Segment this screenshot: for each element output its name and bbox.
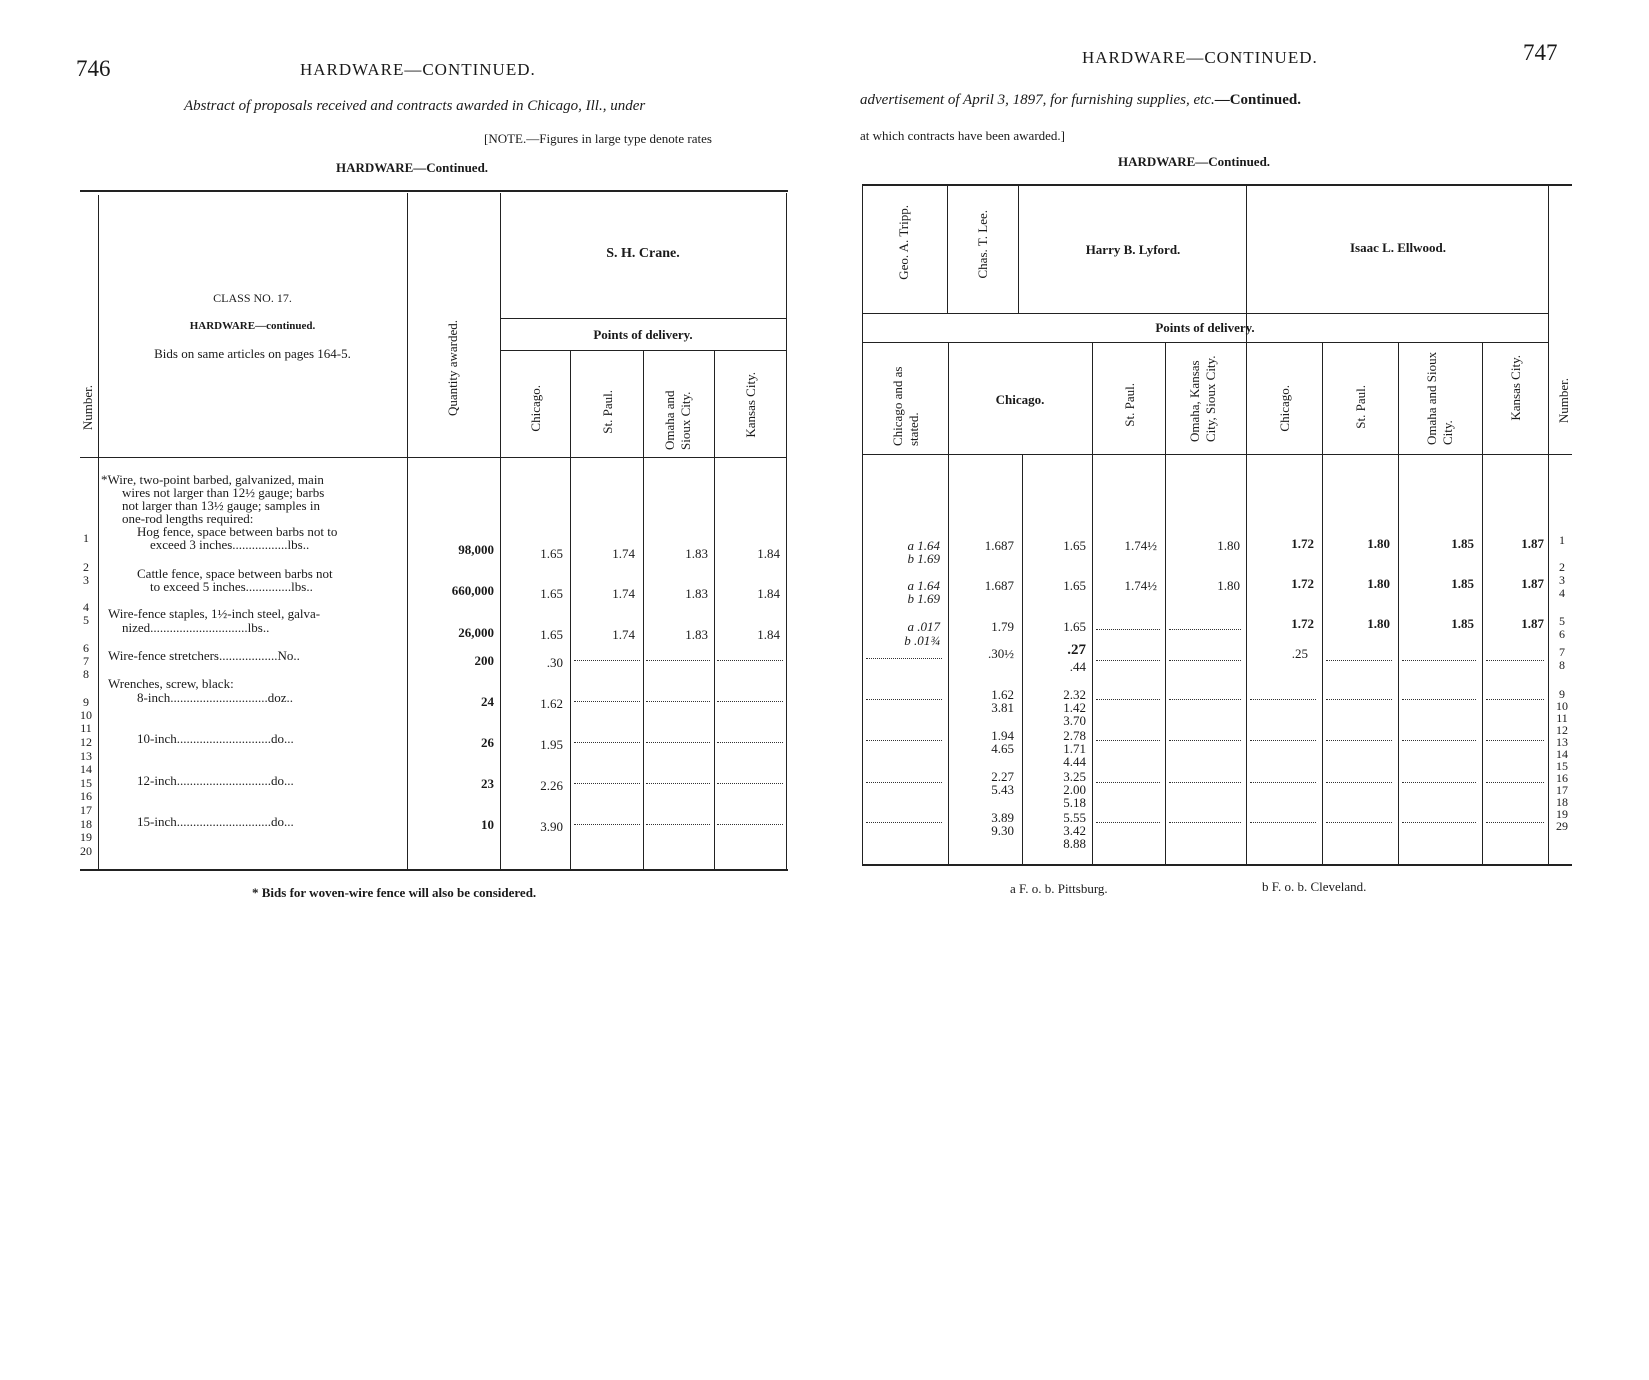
- empty-cell-leader: [1486, 660, 1544, 661]
- empty-cell-leader: [866, 740, 942, 741]
- row-number: 11: [80, 721, 92, 735]
- col-rule: [1322, 342, 1323, 864]
- empty-cell-leader: [866, 822, 942, 823]
- footnote-b: b F. o. b. Cleveland.: [1262, 879, 1367, 894]
- quantity: 26: [481, 735, 494, 750]
- empty-cell-leader: [1169, 740, 1241, 741]
- row-number: 17: [80, 803, 92, 817]
- empty-cell-leader: [574, 824, 640, 825]
- class-no: CLASS NO. 17.: [213, 291, 292, 305]
- bid-value: 1.85: [1451, 576, 1474, 591]
- col-number-header: Number.: [80, 385, 95, 431]
- row-number: 5: [83, 613, 89, 627]
- quantity: 660,000: [451, 583, 494, 598]
- empty-cell-leader: [1326, 699, 1392, 700]
- empty-cell-leader: [1486, 782, 1544, 783]
- empty-cell-leader: [717, 824, 783, 825]
- desc-line: Hog fence, space between barbs not to: [137, 524, 338, 539]
- col-header: St. Paul.: [1122, 383, 1137, 427]
- row-number: 4: [83, 600, 89, 614]
- empty-cell-leader: [1169, 699, 1241, 700]
- bid-value: 1.72: [1291, 616, 1314, 631]
- empty-cell-leader: [1486, 740, 1544, 741]
- row-number: 10: [80, 708, 92, 722]
- row-number: 3: [83, 573, 89, 587]
- bid-value: 1.80: [1217, 578, 1240, 593]
- col-quantity-header: Quantity awarded.: [445, 320, 460, 417]
- desc-line: 12-inch.............................do...: [137, 773, 294, 788]
- bid-value: 1.62: [991, 687, 1014, 702]
- bid-value: 1.71: [1063, 741, 1086, 756]
- quantity: 10: [481, 817, 494, 832]
- empty-cell-leader: [717, 701, 783, 702]
- bid-value: 3.70: [1063, 713, 1086, 728]
- table-top-rule: [862, 184, 1572, 186]
- desc-line: Cattle fence, space between barbs not: [137, 566, 333, 581]
- col-header: Omaha and Sioux City.: [1424, 351, 1455, 445]
- bid-value: 1.42: [1063, 700, 1086, 715]
- col-header: Omaha, Kansas City, Sioux City.: [1187, 355, 1218, 442]
- running-head: HARDWARE—CONTINUED.: [300, 60, 536, 79]
- row-number: 15: [1556, 759, 1568, 773]
- bid-value: 1.62: [540, 696, 563, 711]
- bid-value: 1.83: [685, 586, 708, 601]
- row-number: 5: [1559, 614, 1565, 628]
- bid-value: .44: [1069, 659, 1086, 674]
- empty-cell-leader: [1486, 822, 1544, 823]
- empty-cell-leader: [717, 742, 783, 743]
- row-number: 19: [1556, 807, 1568, 821]
- header-rule: [862, 342, 1548, 343]
- bid-value: 5.18: [1063, 795, 1086, 810]
- bid-value: 1.80: [1367, 616, 1390, 631]
- empty-cell-leader: [1169, 629, 1241, 630]
- empty-cell-leader: [866, 699, 942, 700]
- page-number: 747: [1523, 40, 1558, 65]
- desc-line: to exceed 5 inches..............lbs..: [150, 579, 313, 594]
- footnote-a: a F. o. b. Pittsburg.: [1010, 881, 1108, 896]
- bid-value: 1.65: [540, 546, 563, 561]
- empty-cell-leader: [1096, 822, 1160, 823]
- bid-value: 3.25: [1063, 769, 1086, 784]
- points-of-delivery: Points of delivery.: [1155, 320, 1255, 335]
- bid-value: 1.687: [984, 538, 1014, 553]
- col-rule: [786, 193, 787, 869]
- quantity: 98,000: [458, 542, 494, 557]
- bid-value: .30½: [988, 646, 1014, 661]
- row-number: 15: [80, 776, 92, 790]
- empty-cell-leader: [1169, 822, 1241, 823]
- bid-value: 1.80: [1217, 538, 1240, 553]
- empty-cell-leader: [1169, 660, 1241, 661]
- bid-value: 3.42: [1063, 823, 1086, 838]
- col-header: Chicago.: [528, 385, 543, 432]
- bid-value: 3.89: [991, 810, 1014, 825]
- bid-value: 1.87: [1521, 616, 1544, 631]
- empty-cell-leader: [866, 658, 942, 659]
- desc-line: one-rod lengths required:: [122, 511, 254, 526]
- empty-cell-leader: [717, 660, 783, 661]
- col-rule: [407, 193, 408, 869]
- col-rule: [1246, 184, 1247, 864]
- empty-cell-leader: [574, 742, 640, 743]
- bid-value: 1.83: [685, 627, 708, 642]
- row-number: 9: [83, 695, 89, 709]
- footnote: * Bids for woven-wire fence will also be considered.: [252, 885, 537, 900]
- note-line: [NOTE.—Figures in large type denote rates: [484, 131, 712, 146]
- desc-line: *Wire, two-point barbed, galvanized, main: [101, 472, 324, 487]
- bid-value: 1.84: [757, 586, 780, 601]
- empty-cell-leader: [646, 742, 710, 743]
- bid-value: 1.84: [757, 546, 780, 561]
- col-rule: [570, 350, 571, 869]
- desc-line: 10-inch.............................do...: [137, 731, 294, 746]
- row-number: 29: [1556, 819, 1568, 833]
- col-header: Chicago and as stated.: [890, 366, 921, 446]
- running-head: HARDWARE—CONTINUED.: [1082, 48, 1318, 67]
- row-number: 10: [1556, 699, 1568, 713]
- bid-value: .27: [1067, 642, 1086, 658]
- row-number: 7: [83, 654, 89, 668]
- class-bids: Bids on same articles on pages 164-5.: [154, 346, 351, 361]
- empty-cell-leader: [1250, 782, 1316, 783]
- bid-value: b .01¾: [904, 633, 940, 648]
- col-rule: [643, 350, 644, 869]
- col-rule: [500, 193, 501, 869]
- row-number: 2: [1559, 560, 1565, 574]
- quantity: 200: [474, 653, 494, 668]
- header-rule: [500, 318, 786, 319]
- row-number: 20: [80, 844, 92, 858]
- bid-value: 2.00: [1063, 782, 1086, 797]
- bid-value: 5.43: [991, 782, 1014, 797]
- empty-cell-leader: [1169, 782, 1241, 783]
- desc-line: exceed 3 inches.................lbs..: [150, 537, 310, 552]
- row-number: 11: [1556, 711, 1568, 725]
- bid-value: 5.55: [1063, 810, 1086, 825]
- bidder-lee: Chas. T. Lee.: [975, 210, 990, 279]
- desc-line: wires not larger than 12½ gauge; barbs: [122, 485, 325, 500]
- col-header: Kansas City.: [1508, 355, 1523, 421]
- col-rule: [947, 184, 948, 314]
- bid-value: 1.87: [1521, 576, 1544, 591]
- quantity: 24: [481, 694, 494, 709]
- row-number: 8: [1559, 658, 1565, 672]
- empty-cell-leader: [717, 783, 783, 784]
- col-rule: [862, 184, 863, 864]
- row-number: 18: [80, 817, 92, 831]
- note-line: at which contracts have been awarded.]: [860, 128, 1066, 143]
- bid-value: a .017: [907, 619, 940, 634]
- bid-value: 1.95: [540, 737, 563, 752]
- col-header: Chicago.: [1277, 385, 1292, 432]
- header-bottom-rule: [80, 457, 786, 458]
- bid-value: 2.32: [1063, 687, 1086, 702]
- quantity: 23: [481, 776, 494, 791]
- bid-value: 2.78: [1063, 728, 1086, 743]
- row-number: 17: [1556, 783, 1568, 797]
- bid-value: 1.74: [612, 546, 635, 561]
- row-number: 4: [1559, 586, 1565, 600]
- bid-value: a 1.64: [907, 578, 940, 593]
- header-rule: [862, 313, 1548, 314]
- bidder-ellwood: Isaac L. Ellwood.: [1349, 240, 1447, 255]
- empty-cell-leader: [1326, 782, 1392, 783]
- desc-line: Wire-fence stretchers..................No..: [108, 648, 300, 663]
- desc-line: 15-inch.............................do...: [137, 814, 294, 829]
- bid-value: 1.65: [1063, 578, 1086, 593]
- desc-line: nized..............................lbs..: [122, 620, 270, 635]
- header-bottom-rule: [862, 454, 1572, 455]
- section-head: HARDWARE—Continued.: [1118, 154, 1271, 169]
- empty-cell-leader: [1402, 740, 1476, 741]
- bid-value: 4.65: [991, 741, 1014, 756]
- row-number: 16: [80, 789, 92, 803]
- empty-cell-leader: [1096, 660, 1160, 661]
- bid-value: 1.87: [1521, 536, 1544, 551]
- col-rule: [98, 195, 99, 869]
- bid-value: 1.85: [1451, 536, 1474, 551]
- bid-value: 2.27: [991, 769, 1014, 784]
- empty-cell-leader: [1402, 782, 1476, 783]
- col-rule: [1018, 184, 1019, 314]
- empty-cell-leader: [646, 783, 710, 784]
- empty-cell-leader: [1250, 699, 1316, 700]
- bid-value: 1.85: [1451, 616, 1474, 631]
- bid-value: 1.72: [1291, 536, 1314, 551]
- row-number: 2: [83, 560, 89, 574]
- col-rule: [1398, 342, 1399, 864]
- bid-value: 1.74½: [1124, 538, 1157, 553]
- row-number: 19: [80, 830, 92, 844]
- col-rule: [1548, 184, 1549, 864]
- bid-value: 1.94: [991, 728, 1014, 743]
- bid-value: 9.30: [991, 823, 1014, 838]
- table-bottom-rule: [862, 864, 1572, 866]
- bid-value: .25: [1291, 646, 1308, 661]
- row-number: 14: [80, 762, 92, 776]
- row-number: 12: [80, 735, 92, 749]
- row-number: 13: [80, 749, 92, 763]
- row-number: 16: [1556, 771, 1568, 785]
- title-line: advertisement of April 3, 1897, for furnishing supplies, etc.—Continued.: [860, 92, 1301, 108]
- bid-value: b 1.69: [907, 551, 940, 566]
- col-rule: [1165, 342, 1166, 864]
- empty-cell-leader: [1250, 740, 1316, 741]
- col-header: Number.: [1556, 378, 1571, 424]
- row-number: 14: [1556, 747, 1568, 761]
- bidder-tripp: Geo. A. Tripp.: [896, 205, 911, 280]
- col-rule: [1482, 342, 1483, 864]
- desc-line: 8-inch..............................doz..: [137, 690, 293, 705]
- bid-value: 4.44: [1063, 754, 1086, 769]
- empty-cell-leader: [1486, 699, 1544, 700]
- empty-cell-leader: [1326, 822, 1392, 823]
- bid-value: 1.65: [1063, 538, 1086, 553]
- empty-cell-leader: [1326, 660, 1392, 661]
- bid-value: 1.65: [540, 627, 563, 642]
- bid-value: 3.90: [540, 819, 563, 834]
- row-number: 12: [1556, 723, 1568, 737]
- row-number: 18: [1556, 795, 1568, 809]
- row-number: 8: [83, 667, 89, 681]
- col-rule: [948, 342, 949, 864]
- bid-value: b 1.69: [907, 591, 940, 606]
- empty-cell-leader: [1326, 740, 1392, 741]
- empty-cell-leader: [1096, 699, 1160, 700]
- bid-value: 2.26: [540, 778, 563, 793]
- empty-cell-leader: [574, 783, 640, 784]
- bidder-lyford: Harry B. Lyford.: [1085, 242, 1181, 257]
- bid-value: a 1.64: [907, 538, 940, 553]
- empty-cell-leader: [1402, 660, 1476, 661]
- row-number: 7: [1559, 645, 1565, 659]
- col-header: Kansas City.: [743, 372, 758, 438]
- col-rule: [1092, 342, 1093, 864]
- empty-cell-leader: [646, 824, 710, 825]
- class-sub: HARDWARE—continued.: [189, 320, 316, 332]
- bid-value: 1.74: [612, 627, 635, 642]
- bid-value: 1.65: [540, 586, 563, 601]
- bid-value: 1.80: [1367, 536, 1390, 551]
- empty-cell-leader: [866, 782, 942, 783]
- empty-cell-leader: [1096, 629, 1160, 630]
- row-number: 13: [1556, 735, 1568, 749]
- empty-cell-leader: [646, 701, 710, 702]
- empty-cell-leader: [574, 701, 640, 702]
- col-header: St. Paul.: [1353, 385, 1368, 429]
- row-number: 3: [1559, 573, 1565, 587]
- bid-value: 1.83: [685, 546, 708, 561]
- bid-value: 1.74½: [1124, 578, 1157, 593]
- empty-cell-leader: [1096, 782, 1160, 783]
- table-top-rule: [80, 190, 788, 192]
- col-header: Chicago.: [995, 392, 1045, 407]
- row-number: 9: [1559, 687, 1565, 701]
- bidder-name: S. H. Crane.: [606, 246, 680, 261]
- col-header: St. Paul.: [600, 390, 615, 434]
- desc-line: Wrenches, screw, black:: [108, 676, 234, 691]
- title-line: Abstract of proposals received and contracts awarded in Chicago, Ill., under: [184, 98, 646, 114]
- row-number: 6: [1559, 627, 1565, 641]
- table-bottom-rule: [80, 869, 788, 871]
- bid-value: 1.72: [1291, 576, 1314, 591]
- bid-value: 1.79: [991, 619, 1014, 634]
- row-number: 6: [83, 641, 89, 655]
- col-rule: [1022, 455, 1023, 864]
- page-number: 746: [76, 56, 111, 81]
- col-header: Omaha and Sioux City.: [662, 390, 693, 450]
- bid-value: 1.65: [1063, 619, 1086, 634]
- empty-cell-leader: [1096, 740, 1160, 741]
- bid-value: 1.687: [984, 578, 1014, 593]
- row-number: 1: [83, 531, 89, 545]
- empty-cell-leader: [1250, 822, 1316, 823]
- bid-value: 8.88: [1063, 836, 1086, 851]
- bid-value: .30: [546, 655, 563, 670]
- empty-cell-leader: [646, 660, 710, 661]
- col-rule: [714, 350, 715, 869]
- section-head: HARDWARE—Continued.: [336, 160, 489, 175]
- row-number: 1: [1559, 533, 1565, 547]
- empty-cell-leader: [574, 660, 640, 661]
- bid-value: 1.84: [757, 627, 780, 642]
- empty-cell-leader: [1402, 822, 1476, 823]
- quantity: 26,000: [458, 625, 494, 640]
- bid-value: 3.81: [991, 700, 1014, 715]
- bid-value: 1.80: [1367, 576, 1390, 591]
- empty-cell-leader: [1402, 699, 1476, 700]
- bid-value: 1.74: [612, 586, 635, 601]
- points-of-delivery: Points of delivery.: [593, 327, 693, 342]
- desc-line: not larger than 13½ gauge; samples in: [122, 498, 320, 513]
- desc-line: Wire-fence staples, 1½-inch steel, galva-: [108, 606, 321, 621]
